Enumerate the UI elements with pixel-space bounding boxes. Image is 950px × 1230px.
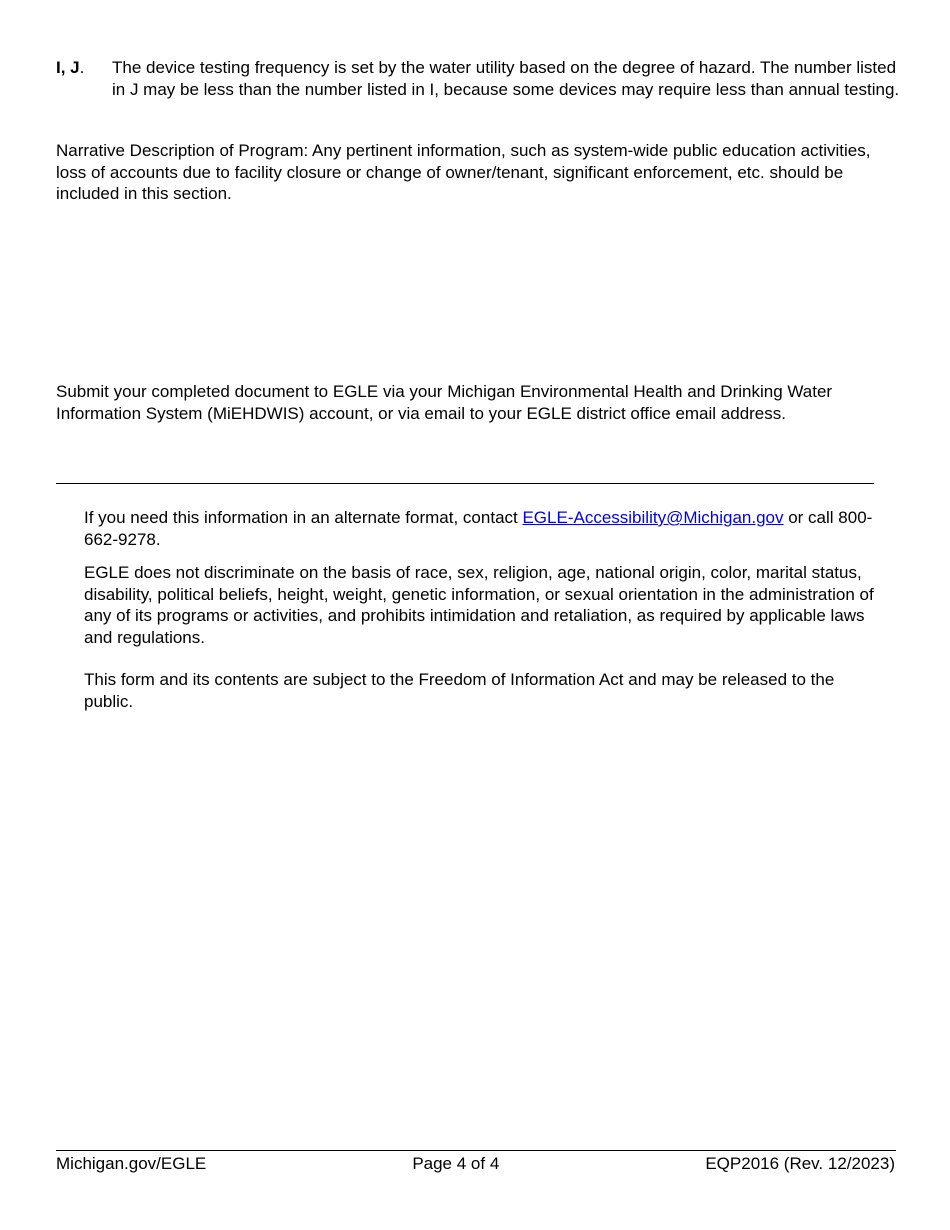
footer-divider [56,1150,896,1151]
accessibility-email-link[interactable]: EGLE-Accessibility@Michigan.gov [522,508,784,527]
section-ij-letters: I, J [56,58,80,77]
footer-page-number: Page 4 of 4 [412,1154,500,1173]
foia-notice: This form and its contents are subject to the Freedom of Information Act and may be released to the public. [84,670,835,711]
footer-form-id: EQP2016 (Rev. 12/2023) [705,1154,895,1173]
accessibility-text-before: If you need this information in an alternate format, contact [84,508,523,527]
footer-website: Michigan.gov/EGLE [56,1154,207,1173]
page-footer [56,1153,895,1175]
divider-line [56,483,874,484]
section-ij-punct: . [79,58,85,77]
section-ij-text: The device testing frequency is set by the water utility based on the degree of hazard. The number listed in J may be less than the number listed in I, because some devices may require less than annual testing. [112,58,900,99]
narrative-description: Narrative Description of Program: Any pertinent information, such as system-wide public education activities, loss of accounts due to facility closure or change of owner/tenant, significant enforcement, etc. should be included in this section. [56,141,871,203]
nondiscrimination-notice: EGLE does not discriminate on the basis of race, sex, religion, age, national origin, color, marital status, disability, political beliefs, height, weight, genetic information, or sexual orientation in the administration of any of its programs or activities, and prohibits intimidation and retaliation, as required by applicable laws and regulations. [84,563,874,647]
section-ij-label [56,57,84,79]
accessibility-text-after: or call 800-662-9278. [84,508,873,549]
submit-instructions: Submit your completed document to EGLE via your Michigan Environmental Health and Drinking Water Information System (MiEHDWIS) account, or via email to your EGLE district office email address. [56,382,833,423]
accessibility-notice [84,507,894,550]
